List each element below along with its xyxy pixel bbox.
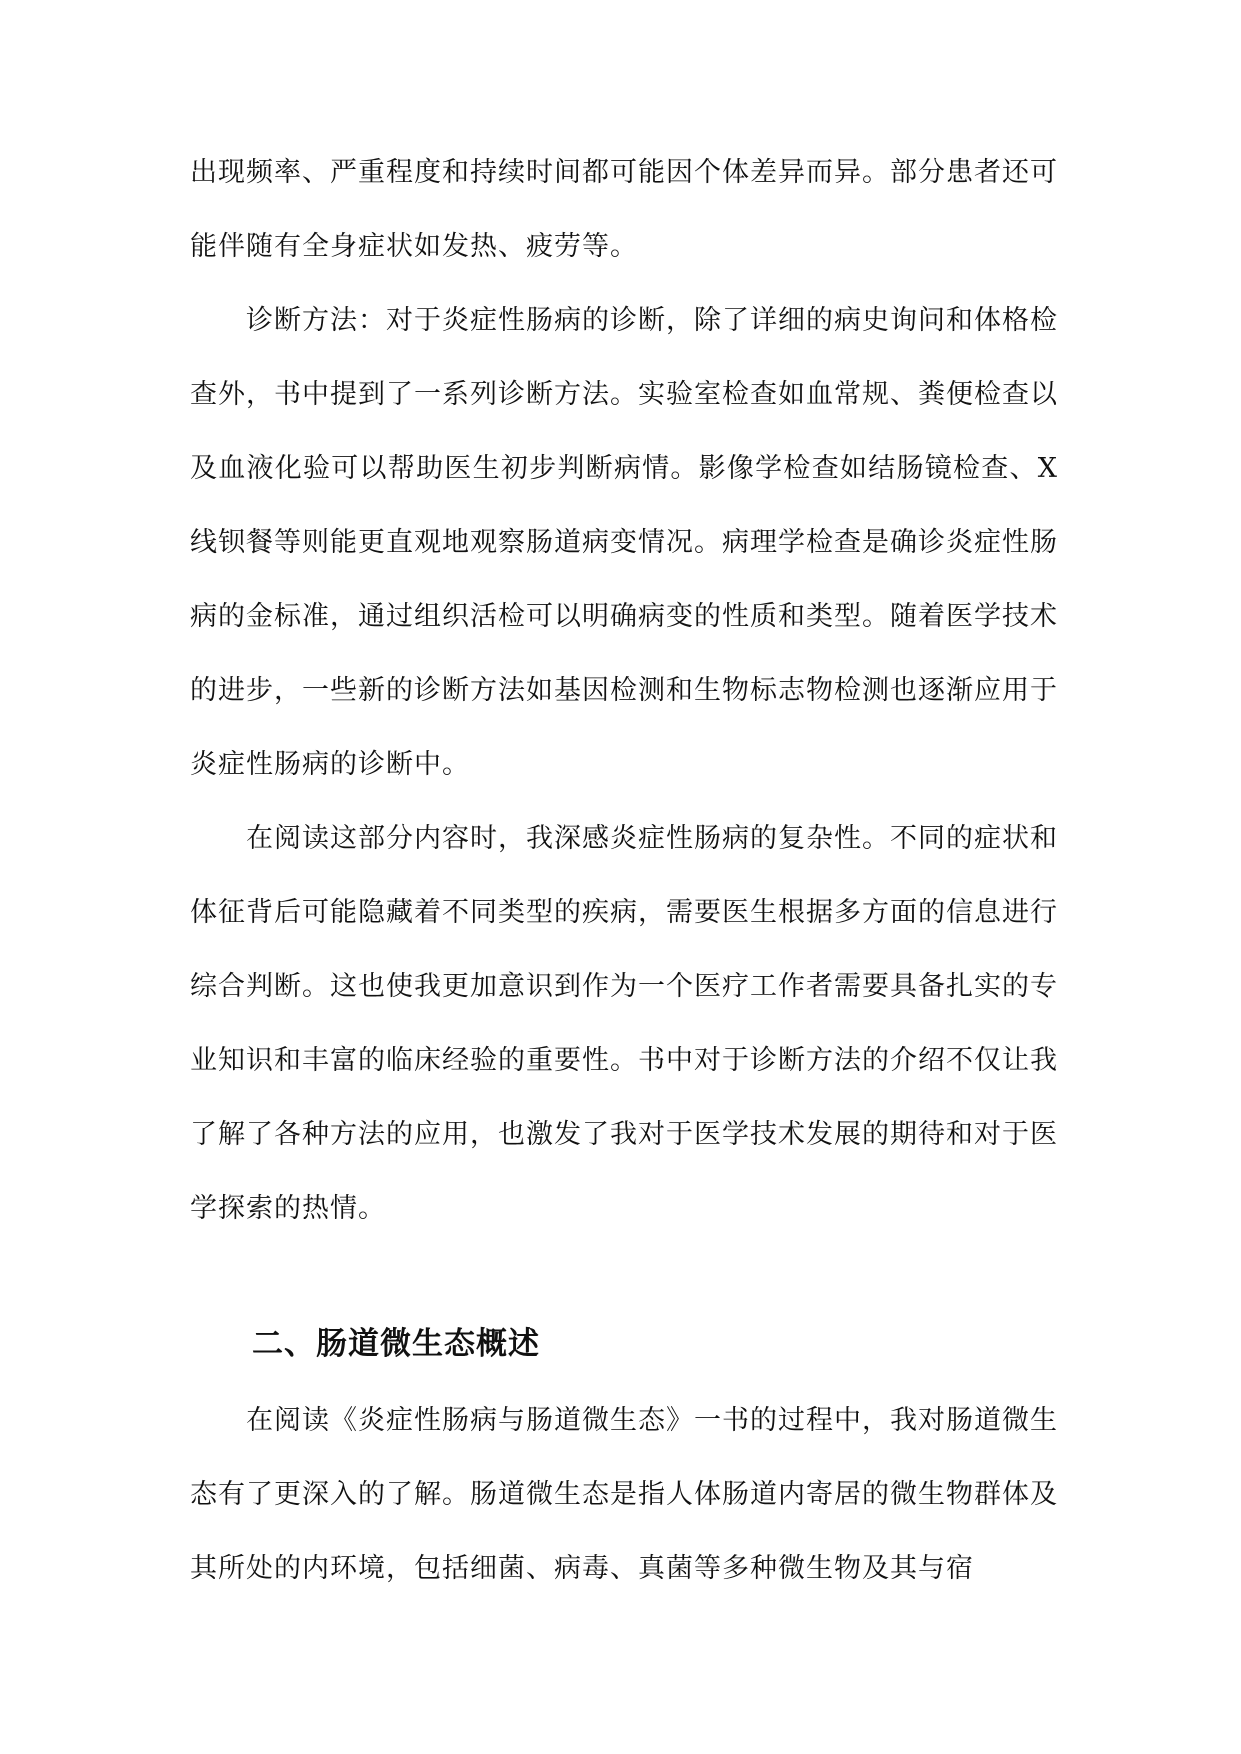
paragraph-reading-reflection: 在阅读这部分内容时，我深感炎症性肠病的复杂性。不同的症状和体征背后可能隐藏着不同类型的疾病，需要医生根据多方面的信息进行综合判断。这也使我更加意识到作为一个医疗工作者需要具备扎实的专业知识和丰富的临床经验的重要性。书中对于诊断方法的介绍不仅让我了解了各种方法的应用，也激发了我对于医学技术发展的期待和对于医学探索的热情。 — [190, 823, 1058, 1224]
body-text-bottom — [190, 1384, 1058, 1606]
paragraph-microecology-intro: 在阅读《炎症性肠病与肠道微生态》一书的过程中，我对肠道微生态有了更深入的了解。肠道微生态是指人体肠道内寄居的微生物群体及其所处的内环境，包括细菌、病毒、真菌等多种微生物及其与宿 — [190, 1405, 1058, 1584]
section-heading: 二、肠道微生态概述 — [252, 1326, 540, 1362]
body-text-top — [190, 136, 1058, 1246]
paragraph-symptoms-end: 出现频率、严重程度和持续时间都可能因个体差异而异。部分患者还可能伴随有全身症状如发热、疲劳等。 — [190, 157, 1058, 262]
paragraph-diagnosis-methods: 诊断方法：对于炎症性肠病的诊断，除了详细的病史询问和体格检查外，书中提到了一系列诊断方法。实验室检查如血常规、粪便检查以及血液化验可以帮助医生初步判断病情。影像学检查如结肠镜检查、X线钡餐等则能更直观地观察肠道病变情况。病理学检查是确诊炎症性肠病的金标准，通过组织活检可以明确病变的性质和类型。随着医学技术的进步，一些新的诊断方法如基因检测和生物标志物检测也逐渐应用于炎症性肠病的诊断中。 — [190, 305, 1058, 780]
